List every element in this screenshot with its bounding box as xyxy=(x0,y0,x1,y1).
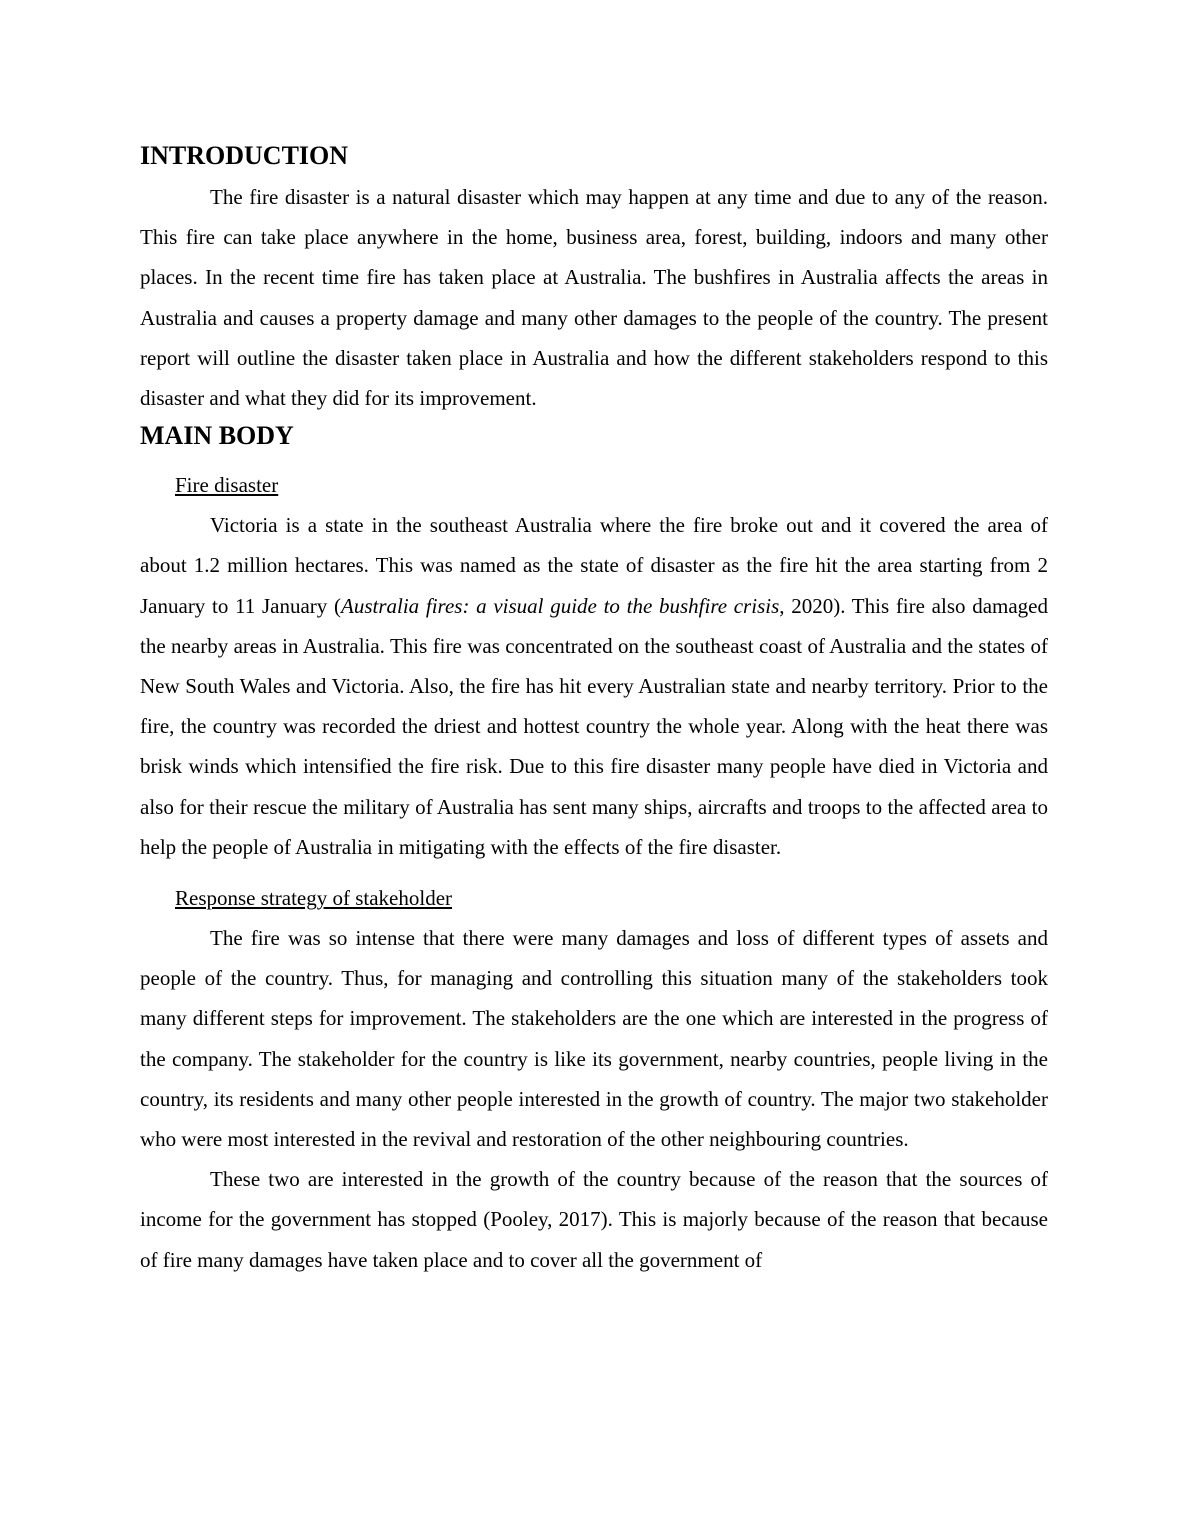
document-body xyxy=(140,138,1048,1280)
fire-disaster-paragraph xyxy=(140,505,1048,867)
citation-title: Australia fires: a visual guide to the bushfire crisis xyxy=(341,593,780,618)
main-body-heading: MAIN BODY xyxy=(140,421,294,451)
fire-disaster-subheading: Fire disaster xyxy=(175,473,279,498)
fire-disaster-text-part2: , 2020). This fire also damaged the nearby areas in Australia. This fire was concentrated on the southeast coast of Australia and the states of New South Wales and Victoria. Also, the fire has hit every Australian state and nearby territory. Prior to the fire, the country was recorded the driest and hottest country the whole year. Along with the heat there was brisk winds which intensified the fire risk. Due to this fire disaster many people have died in Victoria and also for their rescue the military of Australia has sent many ships, aircrafts and troops to the affected area to help the people of Australia in mitigating with the effects of the fire disaster. xyxy=(140,593,1048,859)
fire-disaster-text-part1: Victoria is a state in the southeast Australia where the fire broke out and it covered the area of about 1.2 million hectares. This was named as the state of disaster as the fire hit the area starting from 2 January to 11 January ( xyxy=(140,513,1048,618)
introduction-heading: INTRODUCTION xyxy=(140,141,349,170)
response-strategy-subheading: Response strategy of stakeholder xyxy=(175,886,453,911)
response-strategy-paragraph-1: The fire was so intense that there were many damages and loss of different types of assets and people of the country. Thus, for managing and controlling this situation many of the stakeholders took many different steps for improvement. The stakeholders are the one which are interested in the progress of the company. The stakeholder for the country is like its government, nearby countries, people living in the country, its residents and many other people interested in the growth of country. The major two stakeholder who were most interested in the revival and restoration of the other neighbouring countries. xyxy=(140,926,1048,1152)
introduction-paragraph: The fire disaster is a natural disaster which may happen at any time and due to any of the reason. This fire can take place anywhere in the home, business area, forest, building, indoors and many other places. In the recent time fire has taken place at Australia. The bushfires in Australia affects the areas in Australia and causes a property damage and many other damages to the people of the country. The present report will outline the disaster taken place in Australia and how the different stakeholders respond to this disaster and what they did for its improvement. xyxy=(140,185,1048,411)
response-strategy-paragraph-2: These two are interested in the growth of the country because of the reason that the sources of income for the government has stopped (Pooley, 2017). This is majorly because of the reason that because of fire many damages have taken place and to cover all the government of xyxy=(140,1167,1048,1272)
